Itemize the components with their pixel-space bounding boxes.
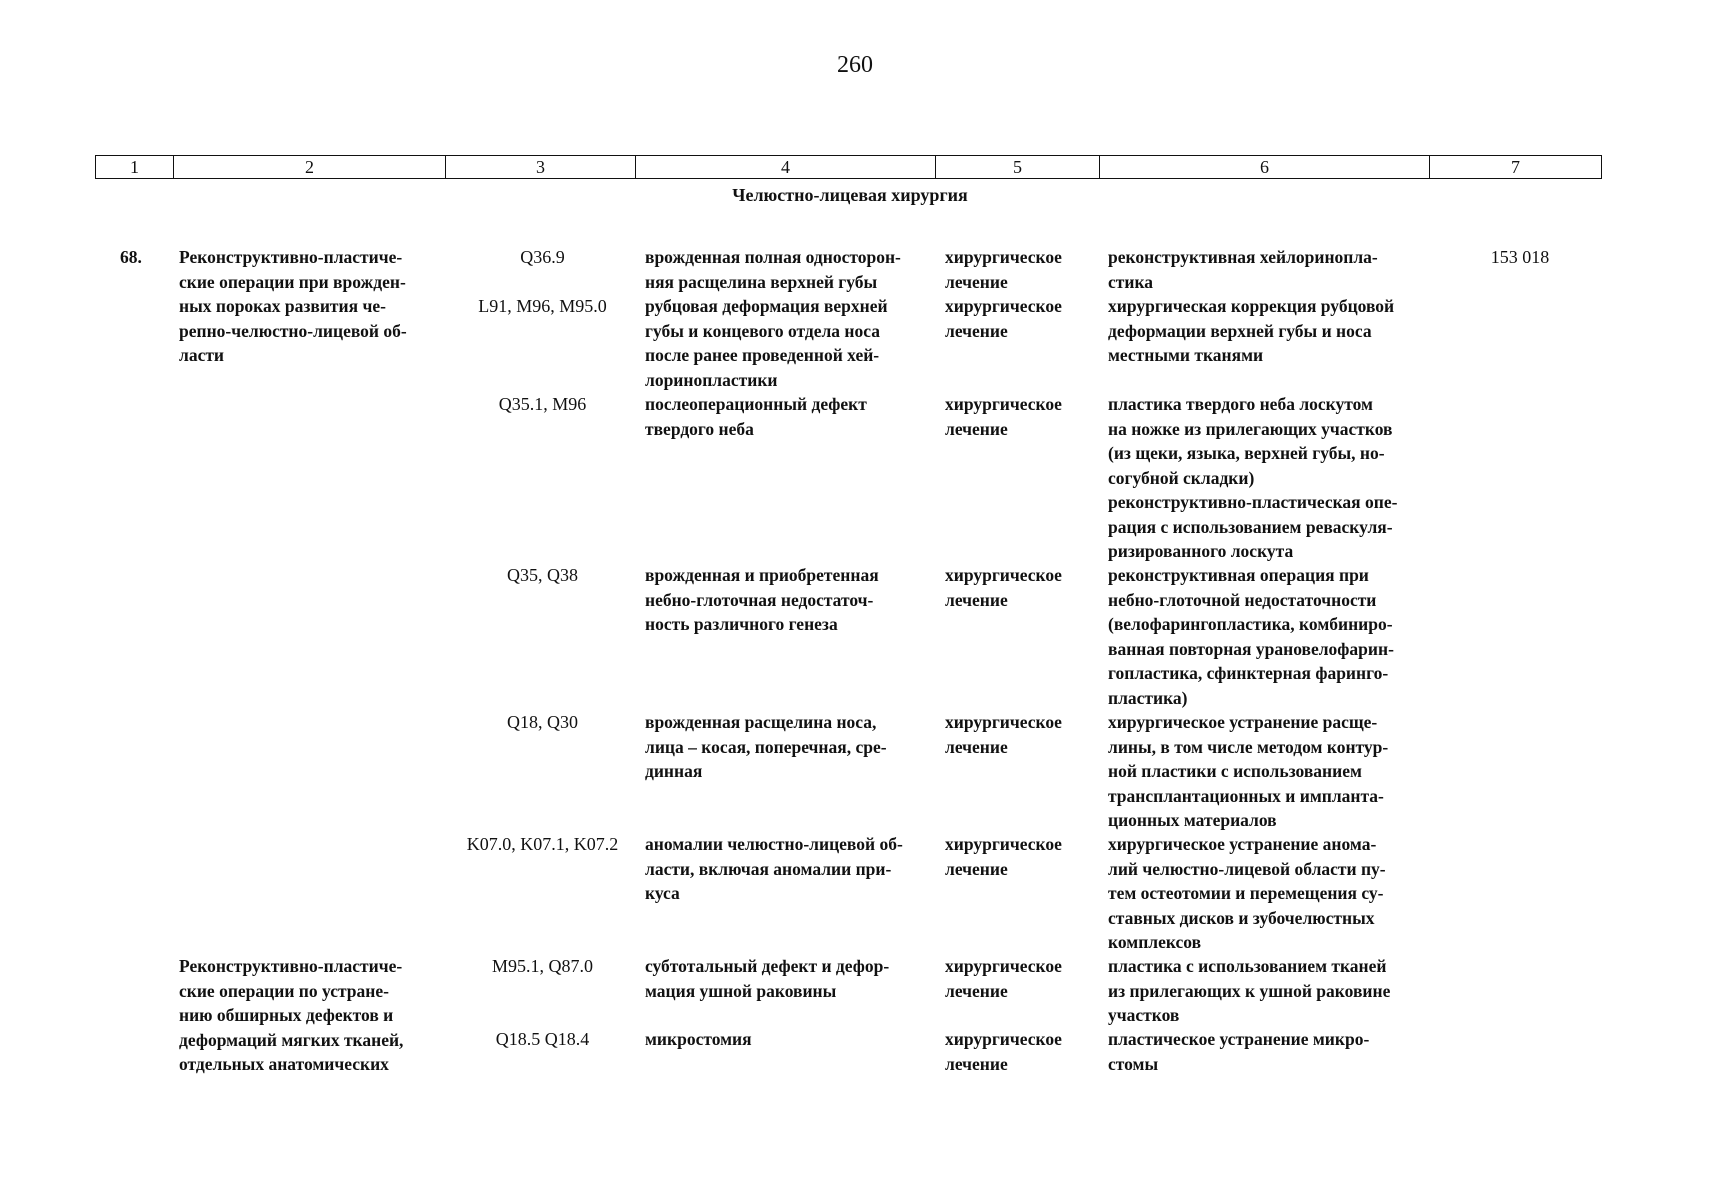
row-method: реконструктивная операция при небно-глоточной недостаточности (велофарингопластика, комбиниро- ванная повторная урановелофарин- гопластика, сфинктерная фаринго- пластика) [1108,565,1394,708]
row-treatment: хирургическое лечение [945,1029,1062,1074]
row-code: L91, M96, M95.0 [478,296,607,316]
row-code: M95.1, Q87.0 [491,956,593,976]
row-code: Q18.5 Q18.4 [495,1029,590,1049]
row-treatment: хирургическое лечение [945,712,1062,757]
column-number-6: 6 [1100,156,1430,179]
row-diagnosis: субтотальный дефект и дефор- мация ушной раковины [645,956,890,1001]
row-diagnosis: аномалии челюстно-лицевой об- ласти, включая аномалии при- куса [645,834,903,903]
page-number: 260 [837,52,873,78]
row-code: Q35.1, M96 [498,394,587,414]
row-diagnosis: рубцовая деформация верхней губы и концевого отдела носа после ранее проведенной хей- лоринопластики [645,296,888,390]
row-method: хирургическое устранение анома- лий челюстно-лицевой области пу- тем остеотомии и перемещения су- ставных дисков и зубочелюстных комплексов [1108,834,1386,952]
row-diagnosis: врожденная расщелина носа, лица – косая, поперечная, сре- динная [645,712,887,781]
column-number-2: 2 [174,156,446,179]
row-diagnosis: врожденная полная односторон- няя расщелина верхней губы [645,247,901,292]
group-name: Реконструктивно-пластиче- ские операции при врожден- ных пороках развития че- репно-челюстно-лицевой об- ласти [179,247,407,365]
row-diagnosis: микростомия [645,1029,752,1049]
row-code: Q35, Q38 [507,565,578,585]
row-treatment: хирургическое лечение [945,565,1062,610]
row-treatment: хирургическое лечение [945,394,1062,439]
row-method: хирургическая коррекция рубцовой деформации верхней губы и носа местными тканями [1108,296,1395,365]
row-treatment: хирургическое лечение [945,956,1062,1001]
group-number: 68. [120,247,142,267]
row-method: пластическое устранение микро- стомы [1108,1029,1370,1074]
column-number-1: 1 [96,156,174,179]
row-code: Q18, Q30 [507,712,578,732]
section-title: Челюстно-лицевая хирургия [732,185,968,205]
column-number-5: 5 [936,156,1100,179]
row-diagnosis: врожденная и приобретенная небно-глоточная недостаточ- ность различного генеза [645,565,879,634]
row-code: K07.0, K07.1, K07.2 [466,834,619,854]
column-number-7: 7 [1430,156,1602,179]
row-code: Q36.9 [520,247,565,267]
row-treatment: хирургическое лечение [945,247,1062,292]
row-method: пластика твердого неба лоскутом на ножке из прилегающих участков (из щеки, языка, верхней губы, но- согубной складки) реконструктивно-пластическая опе- рация с использованием реваскуля- ризированного лоскута [1108,394,1398,561]
column-number-header [95,155,1602,179]
row-method: реконструктивная хейлоринопла- стика [1108,247,1378,292]
row-treatment: хирургическое лечение [945,834,1062,879]
row-method: пластика с использованием тканей из прилегающих к ушной раковине участков [1108,956,1391,1025]
row-diagnosis: послеоперационный дефект твердого неба [645,394,867,439]
group-name: Реконструктивно-пластиче- ские операции по устране- нию обширных дефектов и деформаций мягких тканей, отдельных анатомических [179,956,404,1074]
row-treatment: хирургическое лечение [945,296,1062,341]
row-method: хирургическое устранение расще- лины, в том числе методом контур- ной пластики с использованием трансплантационных и импланта- ционных материалов [1108,712,1389,830]
group-cost: 153 018 [1490,247,1550,267]
column-number-4: 4 [636,156,936,179]
column-number-3: 3 [446,156,636,179]
